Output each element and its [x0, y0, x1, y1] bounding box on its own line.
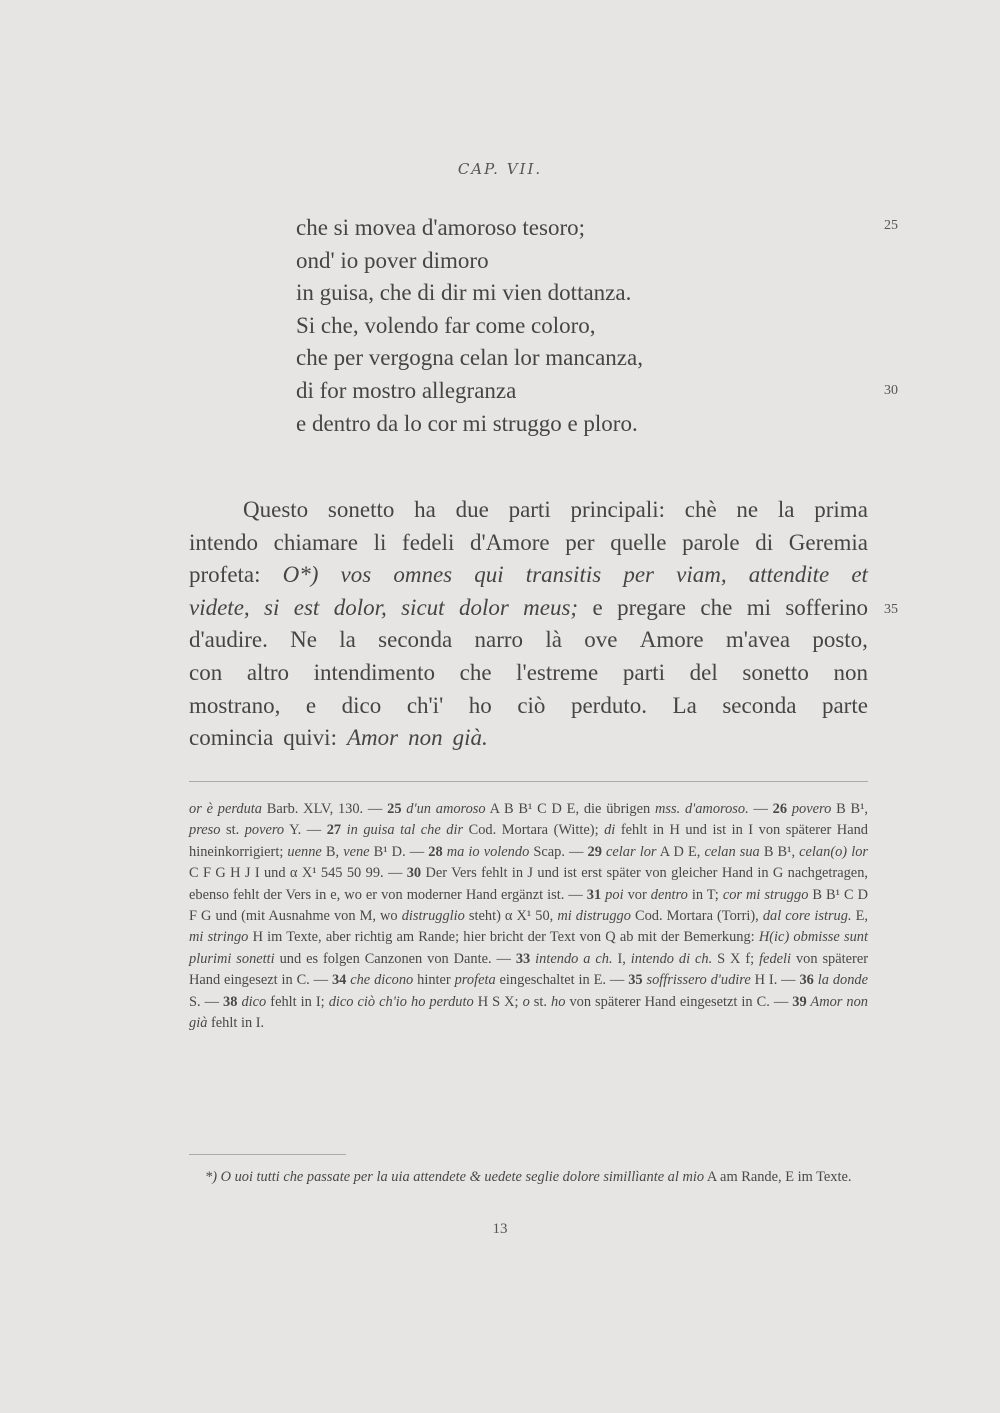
prose-word: e	[305, 692, 317, 718]
note-text: und es folgen Canzonen von Dante. —	[274, 950, 516, 967]
note-text: B B¹,	[831, 801, 868, 817]
prose-line	[189, 722, 868, 755]
prose-word: perduto.	[570, 692, 647, 718]
prose-word: sicut	[401, 594, 445, 620]
note-line-ref: 33	[515, 950, 531, 967]
prose-word: fedeli	[402, 529, 455, 555]
variant-reading: che dicono	[346, 972, 414, 989]
prose-word: m'avea	[725, 627, 791, 653]
variant-reading: or è perduta	[189, 801, 263, 817]
note-text: eingeschaltet in E. —	[495, 972, 629, 989]
prose-word: quivi:	[283, 725, 337, 751]
prose-line	[189, 494, 868, 527]
variant-reading: intendo a ch.	[530, 950, 613, 967]
prose-word: quelle	[610, 529, 667, 555]
prose-word: videte,	[189, 594, 250, 620]
prose-word: parole	[682, 529, 740, 555]
note-text: hinter	[413, 972, 455, 989]
verse-line: in guisa, che di dir mi vien dottanza.	[296, 280, 632, 306]
prose-word: ove	[584, 627, 618, 653]
prose-word: parti	[622, 659, 666, 685]
note-text: S. —	[189, 993, 224, 1010]
prose-word: ciò	[517, 692, 546, 718]
prose-word: posto,	[812, 627, 868, 653]
variant-reading: celan(o) lor	[799, 843, 868, 860]
note-text: steht) α X¹ 50,	[464, 908, 558, 925]
prose-word: già.	[452, 725, 488, 751]
note-text: A D E,	[656, 843, 705, 860]
prose-word: seconda	[722, 692, 797, 718]
line-number: 35	[884, 602, 898, 617]
variant-reading: fedeli	[759, 950, 792, 967]
variant-reading: d'un amoroso	[401, 801, 486, 817]
footnote-source: A am Rande, E im Texte.	[704, 1169, 852, 1185]
commentary-paragraph	[189, 494, 898, 755]
variant-reading: mi distruggo	[557, 908, 631, 925]
prose-word: mi	[746, 594, 771, 620]
prose-word: attendite	[748, 562, 830, 588]
prose-word: Geremia	[788, 529, 868, 555]
prose-word: d'Amore	[470, 529, 550, 555]
note-text: B B¹ C D F G und (mit Ausnahme von M, wo	[189, 886, 868, 925]
variant-reading: H(ic) obmisse sunt plurimi sonetti	[189, 929, 868, 967]
prose-word: Ne	[290, 627, 317, 653]
footnote	[189, 1166, 868, 1188]
prose-word: che	[459, 659, 492, 685]
note-line-ref: 34	[331, 972, 347, 989]
prose-word: che	[700, 594, 733, 620]
variant-reading: o	[522, 993, 530, 1010]
prose-word: e	[592, 594, 603, 620]
prose-word: dolor	[458, 594, 509, 620]
prose-word: intendimento	[313, 659, 435, 685]
prose-word: meus;	[523, 594, 579, 620]
note-text: Cod. Mortara (Witte);	[463, 822, 605, 839]
variant-reading: distrugglio	[401, 908, 465, 925]
variant-reading: povero	[787, 801, 832, 817]
prose-word: ne	[736, 497, 759, 522]
prose-word: ch'i'	[406, 692, 444, 718]
prose-word: principali:	[570, 497, 665, 522]
variant-reading: cor mi struggo	[722, 886, 809, 903]
prose-word: di	[755, 529, 774, 555]
prose-word: altro	[246, 659, 289, 685]
prose-word: per	[623, 562, 654, 588]
variant-reading: dal core istrug.	[762, 908, 852, 925]
prose-word: intendo	[189, 529, 258, 555]
variant-reading: uenne	[287, 843, 322, 860]
variant-reading: celar lor	[601, 843, 657, 860]
note-text: Cod. Mortara (Torri),	[630, 908, 763, 925]
note-line-ref: 30	[406, 865, 422, 882]
variant-reading: povero	[244, 822, 285, 839]
prose-line	[189, 624, 868, 657]
note-text: Y. —	[284, 822, 327, 839]
variant-reading: ho	[551, 993, 566, 1010]
prose-word: et	[851, 562, 868, 588]
note-text: B¹ D. —	[369, 843, 429, 860]
verse-block	[296, 212, 896, 440]
prose-word: transitis	[525, 562, 602, 588]
prose-word: profeta:	[189, 562, 261, 588]
prose-word: dolor,	[333, 594, 387, 620]
note-text: H im Texte, aber richtig am Rande; hier bricht der Text von Q ab mit der Bemerkung:	[248, 929, 759, 946]
page-number: 13	[492, 1221, 508, 1237]
note-line-ref: 36	[799, 972, 814, 989]
prose-word: pregare	[617, 594, 687, 620]
prose-word: d'audire.	[189, 627, 268, 653]
critical-apparatus	[189, 799, 868, 1034]
prose-word: ha	[414, 497, 436, 522]
prose-word: si	[264, 594, 280, 620]
footnote-divider	[189, 1154, 346, 1155]
note-text: B B¹,	[759, 843, 800, 860]
variant-reading: mss. d'amoroso.	[654, 801, 749, 817]
prose-word: la	[339, 627, 356, 653]
prose-word: La	[672, 692, 697, 718]
variant-reading: la donde	[813, 972, 868, 989]
variant-reading: celan sua	[704, 843, 760, 860]
prose-word: non	[408, 725, 443, 751]
prose-word: comincia	[189, 725, 274, 751]
variant-reading: in guisa tal che dir	[341, 822, 464, 839]
verse-line: Si che, volendo far come coloro,	[296, 312, 596, 338]
prose-word: narro	[474, 627, 524, 653]
prose-word: l'estreme	[516, 659, 599, 685]
variant-reading: mi stringo	[189, 929, 249, 946]
variant-reading: preso	[189, 822, 221, 839]
note-text: fehlt in H und ist in I von späterer Hand hineinkorrigiert;	[189, 822, 868, 860]
prose-word: chiamare	[273, 529, 358, 555]
line-number: 30	[884, 383, 898, 398]
prose-word: non	[833, 659, 868, 685]
note-text: B,	[321, 843, 344, 860]
note-line-ref: 35	[628, 972, 643, 989]
prose-word: Amore	[639, 627, 704, 653]
verse-line: ond' io pover dimoro	[296, 247, 489, 273]
note-text: st.	[529, 993, 552, 1010]
prose-word: prima	[814, 497, 868, 522]
note-text: H S X;	[473, 993, 523, 1010]
prose-word: due	[455, 497, 489, 522]
verse-line: e dentro da lo cor mi struggo e ploro.	[296, 410, 638, 436]
variant-reading: di	[604, 822, 616, 839]
variant-reading: profeta	[454, 972, 496, 989]
prose-line	[189, 690, 868, 723]
note-text: vor	[623, 886, 651, 903]
prose-word: del	[689, 659, 718, 685]
note-line-ref: 29	[587, 843, 602, 860]
prose-word: Questo	[243, 497, 309, 522]
prose-word: chè	[684, 497, 717, 522]
variant-reading: ma io volendo	[442, 843, 530, 860]
variant-reading: intendo di ch.	[630, 950, 713, 967]
note-text: E,	[851, 908, 868, 925]
note-text: —	[748, 801, 773, 817]
note-text: von späterer Hand eingesetzt in C. —	[565, 993, 793, 1010]
variant-reading: soffrissero d'udire	[642, 972, 751, 989]
variant-reading: dico	[237, 993, 267, 1010]
notes-divider	[189, 781, 868, 782]
variant-reading: vene	[343, 843, 370, 860]
running-header: CAP. VII.	[457, 160, 543, 178]
prose-word: vos	[340, 562, 372, 588]
prose-word: là	[545, 627, 562, 653]
note-line-ref: 38	[223, 993, 238, 1010]
prose-word: dico	[341, 692, 382, 718]
verse-line: che si movea d'amoroso tesoro;	[296, 215, 586, 240]
prose-line	[189, 559, 868, 592]
prose-word: la	[777, 497, 795, 522]
prose-word: est	[293, 594, 320, 620]
line-number: 25	[884, 218, 898, 233]
variant-reading: Amor non già	[189, 993, 868, 1032]
variant-reading: dico ciò ch'io ho perduto	[328, 993, 474, 1010]
prose-word: qui	[474, 562, 504, 588]
prose-line	[189, 592, 868, 625]
note-text: S X f;	[712, 950, 760, 967]
note-line-ref: 25	[387, 801, 402, 817]
verse-line: che per vergogna celan lor mancanza,	[296, 345, 643, 371]
verse-line: di for mostro allegranza	[296, 377, 517, 403]
variant-reading: dentro	[650, 886, 688, 903]
note-text: Scap. —	[529, 843, 588, 860]
note-text: fehlt in I;	[266, 993, 329, 1010]
note-text: in T;	[687, 886, 723, 903]
prose-word: li	[373, 529, 387, 555]
prose-line	[189, 527, 868, 560]
prose-word: mostrano,	[189, 692, 281, 718]
note-line-ref: 28	[428, 843, 443, 860]
prose-word: omnes	[393, 562, 453, 588]
note-text: st.	[220, 822, 245, 839]
prose-word: seconda	[378, 627, 453, 653]
prose-word: sonetto	[327, 497, 395, 522]
note-line-ref: 31	[586, 886, 602, 903]
prose-word: per	[565, 529, 595, 555]
prose-line	[189, 657, 868, 690]
note-text: Der Vers fehlt in J und ist erst später von gleicher Hand in G nachgetragen, ebenso fehlt der Vers in e, wo er von moderner Hand ergänzt ist. —	[189, 865, 868, 903]
note-text: A B B¹ C D E, die übrigen	[485, 801, 655, 817]
prose-word: parti	[508, 497, 551, 522]
note-line-ref: 27	[326, 822, 342, 839]
note-line-ref: 39	[792, 993, 807, 1010]
prose-word: sofferino	[785, 594, 868, 620]
note-text: von späterer Hand eingesezt in C. —	[189, 950, 868, 989]
prose-word: O*)	[282, 562, 319, 588]
prose-word: sonetto	[742, 659, 809, 685]
prose-word: con	[189, 659, 223, 685]
prose-word: ho	[468, 692, 492, 718]
note-text: I,	[612, 950, 631, 967]
note-text: Barb. XLV, 130. —	[262, 801, 388, 817]
prose-word: viam,	[676, 562, 727, 588]
note-line-ref: 26	[772, 801, 788, 817]
footnote-text: *) O uoi tutti che passate per la uia attendete & uedete seglie dolore simillìante al mio	[205, 1169, 705, 1185]
note-text: fehlt in I.	[207, 1015, 265, 1032]
note-text: H I. —	[750, 972, 800, 989]
prose-word: parte	[821, 692, 868, 718]
prose-word: Amor	[346, 725, 399, 751]
note-text: C F G H J I und α X¹ 545 50 99. —	[189, 865, 407, 882]
variant-reading: poi	[601, 886, 624, 903]
